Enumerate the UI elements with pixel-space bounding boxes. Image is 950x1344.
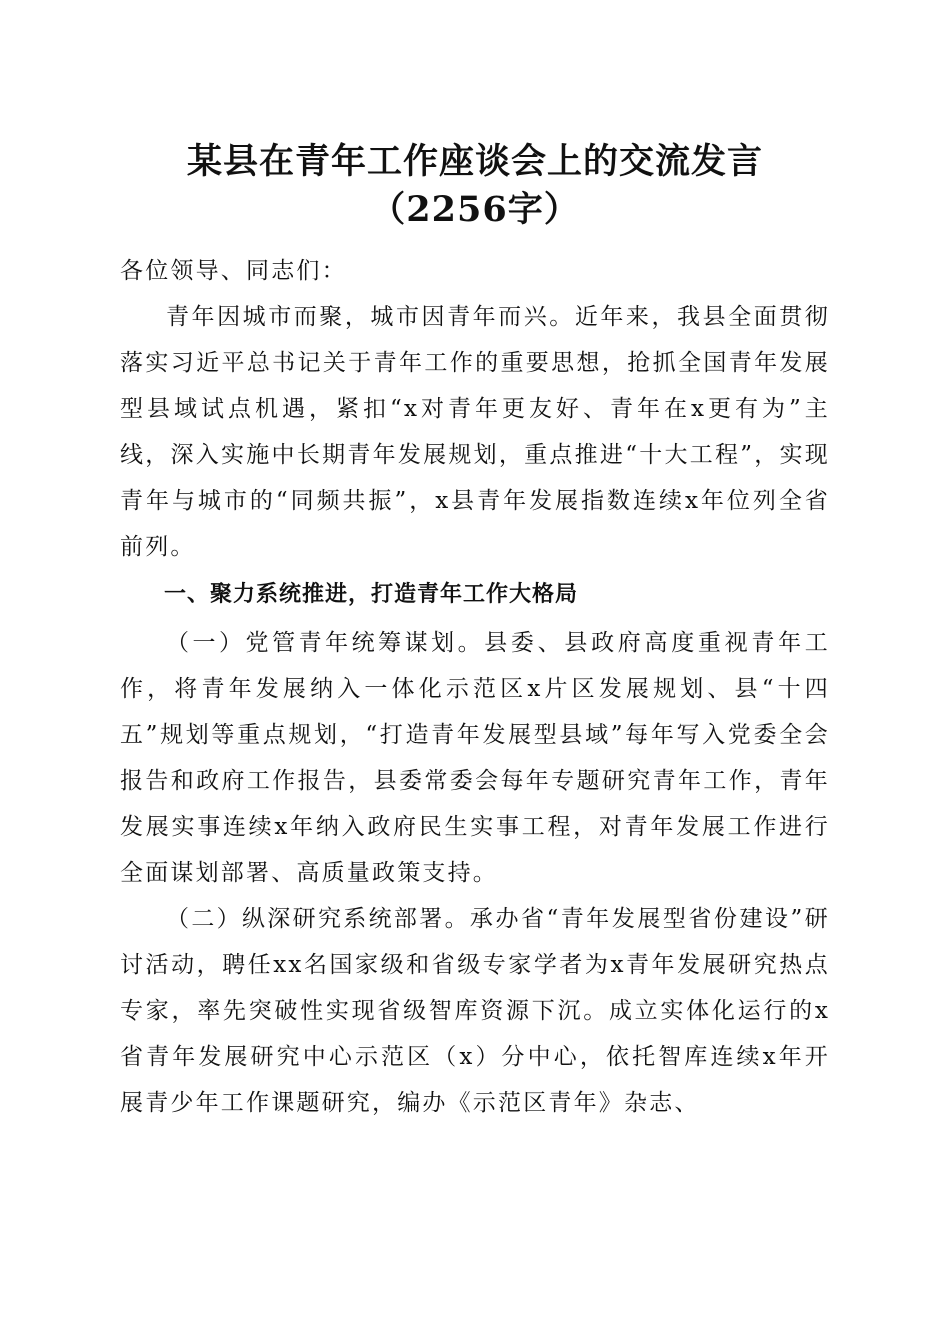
intro-paragraph: 青年因城市而聚，城市因青年而兴。近年来，我县全面贯彻落实习近平总书记关于青年工作的重要思想，抢抓全国青年发展型县域试点机遇，紧扣“x对青年更友好、青年在x更有为”主线，深入实施中长期青年发展规划，重点推进“十大工程”，实现青年与城市的“同频共振”，x县青年发展指数连续x年位列全省前列。 bbox=[120, 304, 830, 560]
paragraph-2-lead: （二）纵深研究系统部署。 bbox=[166, 906, 470, 932]
salutation: 各位领导、同志们： bbox=[120, 258, 347, 284]
document-title: 某县在青年工作座谈会上的交流发言（2256字） bbox=[186, 141, 763, 230]
paragraph-1-text: 县委、县政府高度重视青年工作，将青年发展纳入一体化示范区x片区发展规划、县“十四五”规划等重点规划，“打造青年发展型县域”每年写入党委全会报告和政府工作报告，县委常委会每年专题研究青年工作，青年发展实事连续x年纳入政府民生实事工程，对青年发展工作进行全面谋划部署、高质量政策支持。 bbox=[120, 630, 830, 886]
section-heading-1: 一、聚力系统推进，打造青年工作大格局 bbox=[164, 582, 579, 607]
document-body bbox=[120, 248, 830, 1126]
paragraph-1-lead: （一）党管青年统筹谋划。 bbox=[166, 630, 485, 656]
paragraph-2-text: 承办省“青年发展型省份建设”研讨活动，聘任xx名国家级和省级专家学者为x青年发展研究热点专家，率先突破性实现省级智库资源下沉。成立实体化运行的x省青年发展研究中心示范区（x）分中心，依托智库连续x年开展青少年工作课题研究，编办《示范区青年》杂志、 bbox=[120, 906, 830, 1116]
paragraph-1 bbox=[120, 620, 830, 896]
paragraph-2 bbox=[120, 896, 830, 1126]
